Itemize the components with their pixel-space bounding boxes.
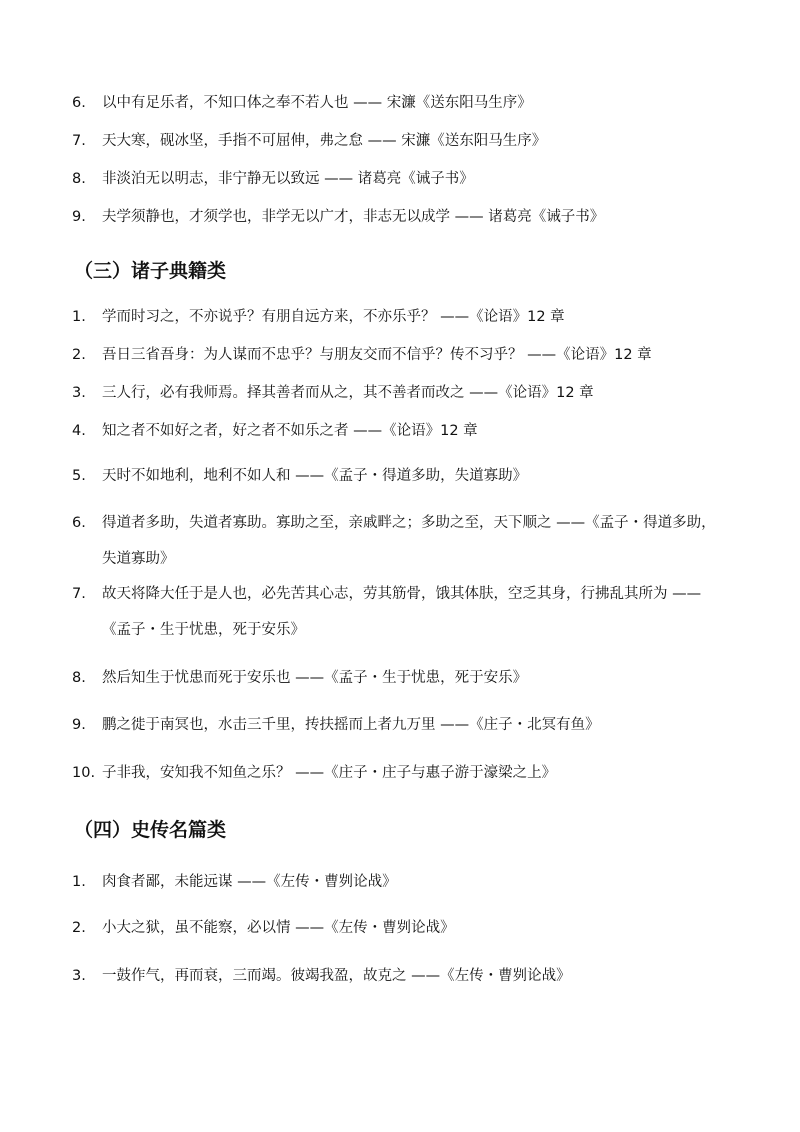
item-text: 非淡泊无以明志，非宁静无以致远 —— 诸葛亮《诫子书》 [102, 171, 474, 187]
item-text: 夫学须静也，才须学也，非学无以广才，非志无以成学 —— 诸葛亮《诫子书》 [102, 209, 605, 225]
item-number: 9. [72, 717, 86, 733]
item-text-continuation: 失道寡助》 [102, 551, 175, 567]
item-number: 3. [72, 385, 86, 401]
item-text: 吾日三省吾身：为人谋而不忠乎？与朋友交而不信乎？传不习乎？ ——《论语》12 章 [102, 347, 652, 363]
item-text: 小大之狱，虽不能察，必以情 ——《左传・曹刿论战》 [102, 920, 455, 936]
item-text: 子非我，安知我不知鱼之乐？ ——《庄子・庄子与惠子游于濠梁之上》 [102, 765, 557, 781]
item-text: 然后知生于忧患而死于安乐也 ——《孟子・生于忧患，死于安乐》 [102, 670, 528, 686]
item-number: 3. [72, 968, 86, 984]
section-heading: （三）诸子典籍类 [74, 260, 227, 282]
item-text: 天大寒，砚冰坚，手指不可屈伸，弗之怠 —— 宋濂《送东阳马生序》 [102, 133, 547, 149]
item-number: 4. [72, 423, 86, 439]
item-text: 肉食者鄙，未能远谋 ——《左传・曹刿论战》 [102, 874, 397, 890]
item-text: 学而时习之，不亦说乎？有朋自远方来，不亦乐乎？ ——《论语》12 章 [102, 309, 565, 325]
item-text: 得道者多助，失道者寡助。寡助之至，亲戚畔之；多助之至，天下顺之 ——《孟子・得道多助， [102, 515, 716, 531]
item-number: 9. [72, 209, 86, 225]
item-number: 7. [72, 586, 86, 602]
item-number: 6. [72, 515, 86, 531]
item-number: 5. [72, 468, 86, 484]
item-number: 10. [72, 765, 96, 781]
item-text: 以中有足乐者，不知口体之奉不若人也 —— 宋濂《送东阳马生序》 [102, 95, 532, 111]
section-heading: （四）史传名篇类 [74, 819, 227, 841]
item-number: 2. [72, 347, 86, 363]
item-text: 一鼓作气，再而衰，三而竭。彼竭我盈，故克之 ——《左传・曹刿论战》 [102, 968, 571, 984]
item-text-continuation: 《孟子・生于忧患，死于安乐》 [102, 622, 305, 638]
item-number: 2. [72, 920, 86, 936]
item-number: 8. [72, 670, 86, 686]
item-text: 知之者不如好之者，好之者不如乐之者 ——《论语》12 章 [102, 423, 478, 439]
item-number: 6. [72, 95, 86, 111]
item-number: 1. [72, 874, 86, 890]
item-number: 8. [72, 171, 86, 187]
item-text: 天时不如地利，地利不如人和 ——《孟子・得道多助，失道寡助》 [102, 468, 528, 484]
item-text: 故天将降大任于是人也，必先苦其心志，劳其筋骨，饿其体肤，空乏其身，行拂乱其所为 —— [102, 586, 702, 602]
item-text: 三人行，必有我师焉。择其善者而从之，其不善者而改之 ——《论语》12 章 [102, 385, 594, 401]
item-number: 7. [72, 133, 86, 149]
item-text: 鹏之徙于南冥也，水击三千里，抟扶摇而上者九万里 ——《庄子・北冥有鱼》 [102, 717, 600, 733]
item-number: 1. [72, 309, 86, 325]
